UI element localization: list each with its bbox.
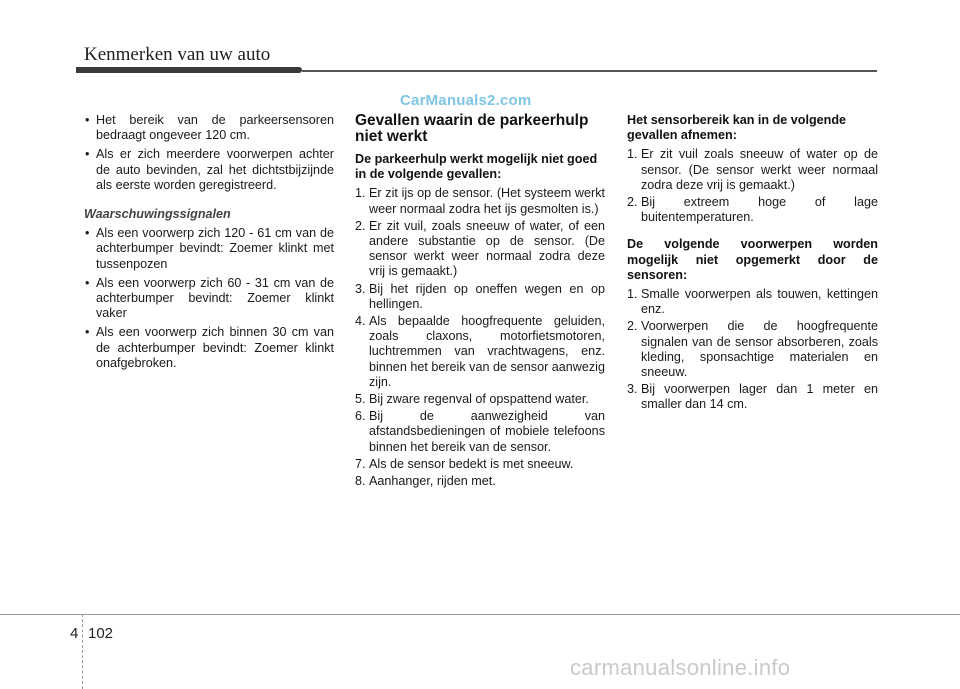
item-number: 4.	[355, 314, 366, 329]
list-item	[627, 147, 878, 193]
section-intro: De parkeerhulp werkt mogelijk niet goed in de volgende gevallen:	[355, 152, 598, 182]
list-item	[627, 382, 878, 412]
list-item	[355, 392, 605, 407]
item-text: Bij voorwerpen lager dan 1 meter en smaller dan 14 cm.	[641, 382, 878, 412]
column-1	[84, 113, 334, 375]
list-item	[355, 474, 605, 489]
item-text: Bij zware regenval of opspattend water.	[369, 392, 589, 407]
footer-divider	[82, 614, 83, 689]
item-number: 2.	[627, 319, 638, 334]
item-text: Aanhanger, rijden met.	[369, 474, 496, 489]
list-item	[627, 195, 878, 225]
item-text: Bij de aanwezigheid van afstandsbedieningen of mobiele telefoons binnen het bereik van de sensor.	[369, 409, 605, 454]
item-text: Er zit vuil zoals sneeuw of water op de sensor. (De sensor werkt weer normaal zodra deze vrij is gemaakt.)	[641, 147, 878, 192]
column-2	[355, 113, 605, 491]
watermark-bottom: carmanualsonline.info	[570, 655, 791, 680]
list-item	[355, 314, 605, 390]
item-text: Voorwerpen die de hoogfrequente signalen van de sensor absorberen, zoals kleding, sponsachtige materialen en sneeuw.	[641, 319, 878, 380]
section-title: Gevallen waarin de parkeerhulp niet werkt	[355, 112, 589, 145]
header-bar	[76, 67, 302, 73]
header-rule	[302, 70, 877, 72]
page-number: 102	[88, 625, 114, 642]
list-item: • Het bereik van de parkeersensoren bedraagt ongeveer 120 cm.	[84, 113, 334, 143]
page-header-title: Kenmerken van uw auto	[84, 44, 271, 65]
item-number: 5.	[355, 392, 366, 407]
list-item	[627, 319, 878, 380]
item-text: Als bepaalde hoogfrequente geluiden, zoals claxons, motorfietsmotoren, luchtremmen van vrachtwagens, enz. binnen het bereik van de sensor aanwezig zijn.	[369, 314, 605, 389]
chapter-number: 4	[70, 625, 79, 642]
list-item: • Als een voorwerp zich binnen 30 cm van de achterbumper bevindt: Zoemer klinkt onafgebroken.	[84, 325, 334, 371]
item-text: Er zit vuil, zoals sneeuw of water, of een andere substantie op de sensor. (De sensor werkt weer normaal zodra deze vrij is gemaakt.)	[369, 218, 605, 279]
list-item	[355, 409, 605, 455]
item-text: Als de sensor bedekt is met sneeuw.	[369, 456, 574, 471]
watermark-top: CarManuals2.com	[400, 92, 532, 109]
range-lead: Het sensorbereik kan in de volgende gevallen afnemen:	[627, 113, 847, 143]
item-number: 3.	[627, 382, 638, 397]
item-number: 1.	[627, 147, 638, 162]
objects-lead: De volgende voorwerpen worden mogelijk niet opgemerkt door de sensoren:	[627, 237, 878, 282]
list-item	[627, 287, 878, 317]
list-item	[355, 219, 605, 280]
item-number: 1.	[355, 186, 366, 201]
item-text: Er zit ijs op de sensor. (Het systeem werkt weer normaal zodra het ijs gesmolten is.)	[369, 186, 605, 216]
item-number: 7.	[355, 456, 366, 471]
item-number: 3.	[355, 281, 366, 296]
list-item	[355, 186, 605, 216]
item-number: 2.	[627, 195, 638, 210]
footer-rule	[0, 614, 960, 615]
list-item	[355, 457, 605, 472]
list-item: • Als een voorwerp zich 120 - 61 cm van de achterbumper bevindt: Zoemer klinkt met tussenpozen	[84, 226, 334, 272]
list-item	[355, 282, 605, 312]
item-text: Bij extreem hoge of lage buitentemperaturen.	[641, 195, 878, 225]
item-text: Bij het rijden op oneffen wegen en op hellingen.	[369, 281, 605, 311]
item-number: 1.	[627, 287, 638, 302]
column-3	[627, 113, 878, 415]
item-number: 2.	[355, 218, 366, 233]
list-item: • Als er zich meerdere voorwerpen achter de auto bevinden, zal het dichtstbijzijnde als eerste worden geregistreerd.	[84, 147, 334, 193]
list-item: • Als een voorwerp zich 60 - 31 cm van de achterbumper bevindt: Zoemer klinkt vaker	[84, 276, 334, 322]
item-text: Smalle voorwerpen als touwen, kettingen enz.	[641, 287, 878, 317]
item-number: 8.	[355, 474, 366, 489]
warning-heading: Waarschuwingssignalen	[84, 207, 231, 222]
item-number: 6.	[355, 409, 366, 424]
